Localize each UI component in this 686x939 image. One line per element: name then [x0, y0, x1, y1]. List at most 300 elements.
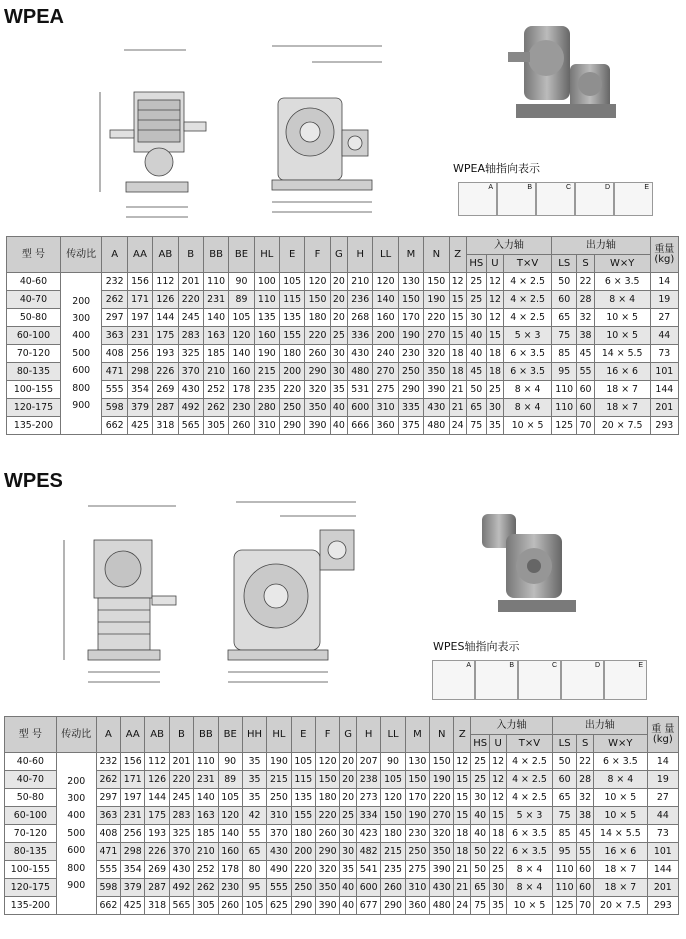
- cell-kg: 27: [650, 309, 678, 327]
- cell-wxy: 10 × 5: [594, 309, 650, 327]
- cell-dim: 89: [218, 771, 242, 789]
- cell-dim: 390: [424, 381, 449, 399]
- cell-dim: 200: [291, 843, 315, 861]
- header-dim: M: [405, 717, 429, 753]
- table-row: [7, 363, 679, 381]
- table-row: [7, 327, 679, 345]
- cell-ls: 110: [552, 399, 577, 417]
- cell-dim: 318: [153, 417, 178, 435]
- cell-s: 28: [577, 771, 594, 789]
- table-row: [7, 309, 679, 327]
- cell-dim: 250: [405, 843, 429, 861]
- cell-dim: 35: [242, 789, 266, 807]
- cell-u: 12: [490, 753, 507, 771]
- cell-dim: 89: [229, 291, 254, 309]
- cell-dim: 175: [153, 327, 178, 345]
- cell-kg: 101: [647, 843, 678, 861]
- cell-hs: 30: [466, 309, 486, 327]
- wpes-direction-e: E: [604, 660, 647, 700]
- wpea-shaft-direction-caption: WPEA轴指向表示: [453, 162, 540, 175]
- cell-dim: 200: [373, 327, 398, 345]
- cell-dim: 35: [330, 381, 347, 399]
- cell-dim: 190: [405, 807, 429, 825]
- ratio-value: 500: [72, 347, 91, 359]
- cell-dim: 430: [267, 843, 291, 861]
- cell-dim: 480: [348, 363, 373, 381]
- header-input-shaft: 入力轴: [471, 717, 553, 735]
- header-dim: H: [348, 237, 373, 273]
- cell-dim: 120: [305, 273, 330, 291]
- cell-dim: 662: [96, 897, 120, 915]
- cell-dim: 220: [424, 309, 449, 327]
- cell-dim: 160: [373, 309, 398, 327]
- wpea-product-photo: [500, 8, 630, 138]
- cell-dim: 408: [102, 345, 127, 363]
- wpea-shaft-direction-diagrams: [458, 182, 653, 216]
- cell-dim: 230: [405, 825, 429, 843]
- ratio-value: 200: [72, 295, 91, 307]
- cell-s: 38: [577, 807, 594, 825]
- ratio-value: 600: [67, 845, 86, 857]
- cell-dim: 120: [315, 753, 339, 771]
- cell-dim: 305: [194, 897, 218, 915]
- header-dim: N: [424, 237, 449, 273]
- cell-dim: 220: [178, 291, 203, 309]
- cell-dim: 231: [203, 291, 228, 309]
- cell-s: 32: [577, 309, 594, 327]
- cell-dim: 260: [381, 879, 405, 897]
- wpes-direction-a: A: [432, 660, 475, 700]
- cell-dim: 120: [381, 789, 405, 807]
- cell-s: 22: [577, 753, 594, 771]
- cell-dim: 541: [356, 861, 380, 879]
- cell-dim: 18: [454, 825, 471, 843]
- cell-dim: 190: [398, 327, 423, 345]
- cell-dim: 662: [102, 417, 127, 435]
- cell-dim: 24: [449, 417, 466, 435]
- header-weight: [647, 717, 678, 753]
- cell-wxy: 18 × 7: [593, 861, 647, 879]
- ratio-value: 600: [72, 365, 91, 377]
- cell-dim: 363: [102, 327, 127, 345]
- cell-dim: 135: [291, 789, 315, 807]
- cell-dim: 226: [153, 363, 178, 381]
- header-dim: AB: [145, 717, 169, 753]
- cell-hs: 45: [466, 363, 486, 381]
- cell-dim: 193: [145, 825, 169, 843]
- cell-wxy: 18 × 7: [593, 879, 647, 897]
- cell-kg: 73: [647, 825, 678, 843]
- cell-dim: 245: [178, 309, 203, 327]
- cell-kg: 14: [647, 753, 678, 771]
- cell-dim: 256: [121, 825, 145, 843]
- cell-model: 135-200: [5, 897, 57, 915]
- wpes-direction-d: D: [561, 660, 604, 700]
- cell-u: 12: [490, 789, 507, 807]
- cell-dim: 270: [430, 807, 454, 825]
- cell-kg: 144: [647, 861, 678, 879]
- cell-model: 40-70: [7, 291, 61, 309]
- cell-dim: 12: [449, 273, 466, 291]
- cell-dim: 115: [291, 771, 315, 789]
- cell-hs: 40: [471, 807, 490, 825]
- cell-dim: 150: [315, 771, 339, 789]
- cell-ratio-group: [56, 753, 96, 915]
- cell-dim: 190: [267, 753, 291, 771]
- cell-dim: 160: [254, 327, 279, 345]
- header-weight-label: 重量: [654, 243, 675, 255]
- cell-dim: 40: [330, 399, 347, 417]
- cell-s: 60: [577, 879, 594, 897]
- cell-dim: 310: [267, 807, 291, 825]
- cell-dim: 370: [267, 825, 291, 843]
- cell-dim: 230: [229, 399, 254, 417]
- cell-dim: 354: [121, 861, 145, 879]
- cell-s: 55: [577, 843, 594, 861]
- cell-dim: 150: [430, 753, 454, 771]
- cell-dim: 379: [121, 879, 145, 897]
- cell-dim: 430: [348, 345, 373, 363]
- cell-dim: 270: [424, 327, 449, 345]
- header-wxy: W×Y: [594, 255, 650, 273]
- cell-ls: 50: [552, 273, 577, 291]
- header-output-shaft: 出力轴: [552, 717, 647, 735]
- cell-dim: 350: [424, 363, 449, 381]
- cell-dim: 262: [96, 771, 120, 789]
- cell-kg: 19: [647, 771, 678, 789]
- header-wxy: W×Y: [593, 735, 647, 753]
- cell-dim: 298: [121, 843, 145, 861]
- table-row: [7, 291, 679, 309]
- header-dim: BE: [218, 717, 242, 753]
- cell-dim: 18: [454, 843, 471, 861]
- cell-txv: 4 × 2.5: [504, 291, 552, 309]
- cell-dim: 150: [424, 273, 449, 291]
- cell-hs: 25: [466, 291, 486, 309]
- cell-ls: 125: [552, 897, 576, 915]
- cell-dim: 35: [242, 771, 266, 789]
- cell-dim: 430: [424, 399, 449, 417]
- cell-s: 32: [577, 789, 594, 807]
- cell-dim: 262: [102, 291, 127, 309]
- cell-s: 60: [577, 399, 594, 417]
- cell-dim: 379: [127, 399, 152, 417]
- cell-dim: 226: [145, 843, 169, 861]
- cell-model: 60-100: [5, 807, 57, 825]
- cell-dim: 350: [305, 399, 330, 417]
- header-weight-label: 重 量: [651, 723, 675, 735]
- cell-dim: 105: [280, 273, 305, 291]
- cell-dim: 250: [280, 399, 305, 417]
- cell-dim: 320: [430, 825, 454, 843]
- header-dim: A: [96, 717, 120, 753]
- header-u: U: [490, 735, 507, 753]
- cell-ls: 60: [552, 291, 577, 309]
- table-row: [7, 345, 679, 363]
- cell-dim: 80: [242, 861, 266, 879]
- cell-dim: 275: [373, 381, 398, 399]
- header-dim: A: [102, 237, 127, 273]
- cell-dim: 178: [229, 381, 254, 399]
- header-dim: HL: [254, 237, 279, 273]
- cell-dim: 193: [153, 345, 178, 363]
- cell-dim: 105: [242, 897, 266, 915]
- cell-dim: 15: [449, 309, 466, 327]
- cell-u: 12: [486, 273, 503, 291]
- cell-txv: 5 × 3: [506, 807, 552, 825]
- cell-dim: 318: [145, 897, 169, 915]
- cell-txv: 4 × 2.5: [506, 753, 552, 771]
- cell-model: 100-155: [5, 861, 57, 879]
- cell-kg: 27: [647, 789, 678, 807]
- cell-dim: 215: [254, 363, 279, 381]
- cell-dim: 40: [340, 879, 357, 897]
- cell-model: 80-135: [7, 363, 61, 381]
- cell-dim: 207: [356, 753, 380, 771]
- cell-dim: 20: [340, 771, 357, 789]
- table-row: [5, 897, 679, 915]
- cell-dim: 555: [102, 381, 127, 399]
- cell-dim: 492: [169, 879, 193, 897]
- cell-ls: 110: [552, 861, 576, 879]
- ratio-value: 300: [67, 793, 86, 805]
- cell-hs: 50: [471, 843, 490, 861]
- wpea-direction-d: D: [575, 182, 614, 216]
- cell-dim: 232: [96, 753, 120, 771]
- table-row: [5, 807, 679, 825]
- cell-dim: 90: [381, 753, 405, 771]
- header-dim: AA: [127, 237, 152, 273]
- cell-dim: 150: [305, 291, 330, 309]
- cell-dim: 112: [153, 273, 178, 291]
- cell-dim: 185: [203, 345, 228, 363]
- table-row: [7, 417, 679, 435]
- cell-dim: 21: [454, 861, 471, 879]
- cell-dim: 220: [169, 771, 193, 789]
- cell-u: 15: [486, 327, 503, 345]
- cell-u: 12: [486, 309, 503, 327]
- cell-dim: 197: [121, 789, 145, 807]
- cell-model: 120-175: [7, 399, 61, 417]
- cell-s: 70: [577, 897, 594, 915]
- cell-dim: 220: [305, 327, 330, 345]
- table-row: [7, 399, 679, 417]
- cell-dim: 555: [96, 861, 120, 879]
- cell-txv: 10 × 5: [506, 897, 552, 915]
- cell-kg: 101: [650, 363, 678, 381]
- cell-dim: 110: [254, 291, 279, 309]
- cell-dim: 20: [330, 309, 347, 327]
- cell-dim: 105: [218, 789, 242, 807]
- cell-dim: 471: [102, 363, 127, 381]
- cell-dim: 370: [169, 843, 193, 861]
- cell-u: 18: [490, 825, 507, 843]
- cell-wxy: 16 × 6: [594, 363, 650, 381]
- cell-dim: 210: [194, 843, 218, 861]
- cell-txv: 6 × 3.5: [506, 825, 552, 843]
- cell-dim: 325: [169, 825, 193, 843]
- cell-dim: 220: [315, 807, 339, 825]
- cell-txv: 8 × 4: [504, 399, 552, 417]
- cell-dim: 20: [330, 291, 347, 309]
- wpea-direction-e: E: [614, 182, 653, 216]
- cell-model: 40-60: [5, 753, 57, 771]
- ratio-value: 400: [72, 330, 91, 342]
- cell-dim: 625: [267, 897, 291, 915]
- cell-dim: 245: [169, 789, 193, 807]
- ratio-value: 800: [67, 862, 86, 874]
- cell-dim: 115: [280, 291, 305, 309]
- cell-txv: 4 × 2.5: [506, 789, 552, 807]
- header-hs: HS: [471, 735, 490, 753]
- cell-model: 120-175: [5, 879, 57, 897]
- cell-dim: 231: [121, 807, 145, 825]
- cell-dim: 21: [449, 381, 466, 399]
- cell-dim: 35: [340, 861, 357, 879]
- cell-dim: 210: [348, 273, 373, 291]
- cell-dim: 40: [340, 897, 357, 915]
- cell-dim: 320: [305, 381, 330, 399]
- ratio-value: 500: [67, 827, 86, 839]
- cell-dim: 105: [291, 753, 315, 771]
- cell-hs: 75: [466, 417, 486, 435]
- cell-dim: 15: [449, 291, 466, 309]
- cell-dim: 180: [381, 825, 405, 843]
- cell-dim: 15: [449, 327, 466, 345]
- table-row: [5, 825, 679, 843]
- cell-dim: 290: [381, 897, 405, 915]
- cell-hs: 40: [466, 345, 486, 363]
- cell-dim: 275: [405, 861, 429, 879]
- wpes-shaft-direction-diagrams: [432, 660, 647, 700]
- cell-dim: 425: [121, 897, 145, 915]
- cell-ls: 110: [552, 879, 576, 897]
- header-txv: T×V: [506, 735, 552, 753]
- cell-dim: 112: [145, 753, 169, 771]
- cell-hs: 40: [471, 825, 490, 843]
- cell-model: 50-80: [5, 789, 57, 807]
- header-dim: BE: [229, 237, 254, 273]
- cell-dim: 471: [96, 843, 120, 861]
- cell-dim: 297: [102, 309, 127, 327]
- cell-model: 70-120: [5, 825, 57, 843]
- cell-dim: 160: [229, 363, 254, 381]
- cell-kg: 14: [650, 273, 678, 291]
- cell-kg: 44: [650, 327, 678, 345]
- cell-txv: 4 × 2.5: [504, 273, 552, 291]
- cell-kg: 19: [650, 291, 678, 309]
- cell-dim: 425: [127, 417, 152, 435]
- header-dim: B: [169, 717, 193, 753]
- cell-dim: 170: [405, 789, 429, 807]
- cell-dim: 262: [194, 879, 218, 897]
- header-ratio: 传动比: [60, 237, 102, 273]
- cell-dim: 350: [315, 879, 339, 897]
- cell-dim: 423: [356, 825, 380, 843]
- table-row: [5, 789, 679, 807]
- cell-dim: 15: [454, 807, 471, 825]
- cell-dim: 135: [280, 309, 305, 327]
- cell-wxy: 18 × 7: [594, 381, 650, 399]
- cell-hs: 25: [471, 771, 490, 789]
- cell-dim: 105: [381, 771, 405, 789]
- cell-txv: 4 × 2.5: [506, 771, 552, 789]
- cell-dim: 336: [348, 327, 373, 345]
- cell-dim: 163: [194, 807, 218, 825]
- cell-dim: 240: [373, 345, 398, 363]
- cell-dim: 30: [330, 363, 347, 381]
- cell-s: 55: [577, 363, 594, 381]
- cell-dim: 180: [291, 825, 315, 843]
- cell-txv: 4 × 2.5: [504, 309, 552, 327]
- cell-dim: 21: [449, 399, 466, 417]
- cell-dim: 140: [194, 789, 218, 807]
- cell-u: 25: [486, 381, 503, 399]
- cell-dim: 565: [169, 897, 193, 915]
- cell-dim: 15: [454, 789, 471, 807]
- cell-dim: 150: [398, 291, 423, 309]
- cell-dim: 250: [398, 363, 423, 381]
- cell-model: 40-60: [7, 273, 61, 291]
- cell-dim: 105: [229, 309, 254, 327]
- ratio-value: 800: [72, 382, 91, 394]
- cell-hs: 25: [471, 753, 490, 771]
- cell-dim: 180: [280, 345, 305, 363]
- cell-dim: 480: [430, 897, 454, 915]
- header-dim: F: [305, 237, 330, 273]
- cell-dim: 287: [145, 879, 169, 897]
- cell-u: 35: [490, 897, 507, 915]
- cell-dim: 250: [291, 879, 315, 897]
- cell-dim: 490: [267, 861, 291, 879]
- cell-s: 60: [577, 381, 594, 399]
- cell-hs: 75: [471, 897, 490, 915]
- header-dim: G: [330, 237, 347, 273]
- cell-dim: 310: [373, 399, 398, 417]
- cell-dim: 163: [203, 327, 228, 345]
- header-dim: BB: [203, 237, 228, 273]
- cell-dim: 55: [242, 825, 266, 843]
- cell-hs: 50: [471, 861, 490, 879]
- cell-dim: 110: [194, 753, 218, 771]
- cell-u: 18: [486, 363, 503, 381]
- cell-model: 80-135: [5, 843, 57, 861]
- cell-dim: 598: [102, 399, 127, 417]
- header-s: S: [577, 255, 594, 273]
- table-row: [5, 843, 679, 861]
- header-dim: LL: [381, 717, 405, 753]
- cell-dim: 598: [96, 879, 120, 897]
- cell-dim: 677: [356, 897, 380, 915]
- cell-dim: 170: [398, 309, 423, 327]
- wpes-product-photo: [470, 504, 590, 624]
- header-input-shaft: 入力轴: [466, 237, 551, 255]
- header-dim: F: [315, 717, 339, 753]
- header-dim: BB: [194, 717, 218, 753]
- header-dim: Z: [454, 717, 471, 753]
- cell-dim: 15: [454, 771, 471, 789]
- cell-ratio-group: [60, 273, 102, 435]
- ratio-value: 900: [67, 879, 86, 891]
- cell-dim: 325: [178, 345, 203, 363]
- header-dim: Z: [449, 237, 466, 273]
- cell-dim: 235: [381, 861, 405, 879]
- cell-dim: 260: [218, 897, 242, 915]
- cell-wxy: 14 × 5.5: [593, 825, 647, 843]
- cell-dim: 290: [398, 381, 423, 399]
- cell-txv: 6 × 3.5: [506, 843, 552, 861]
- header-dim: M: [398, 237, 423, 273]
